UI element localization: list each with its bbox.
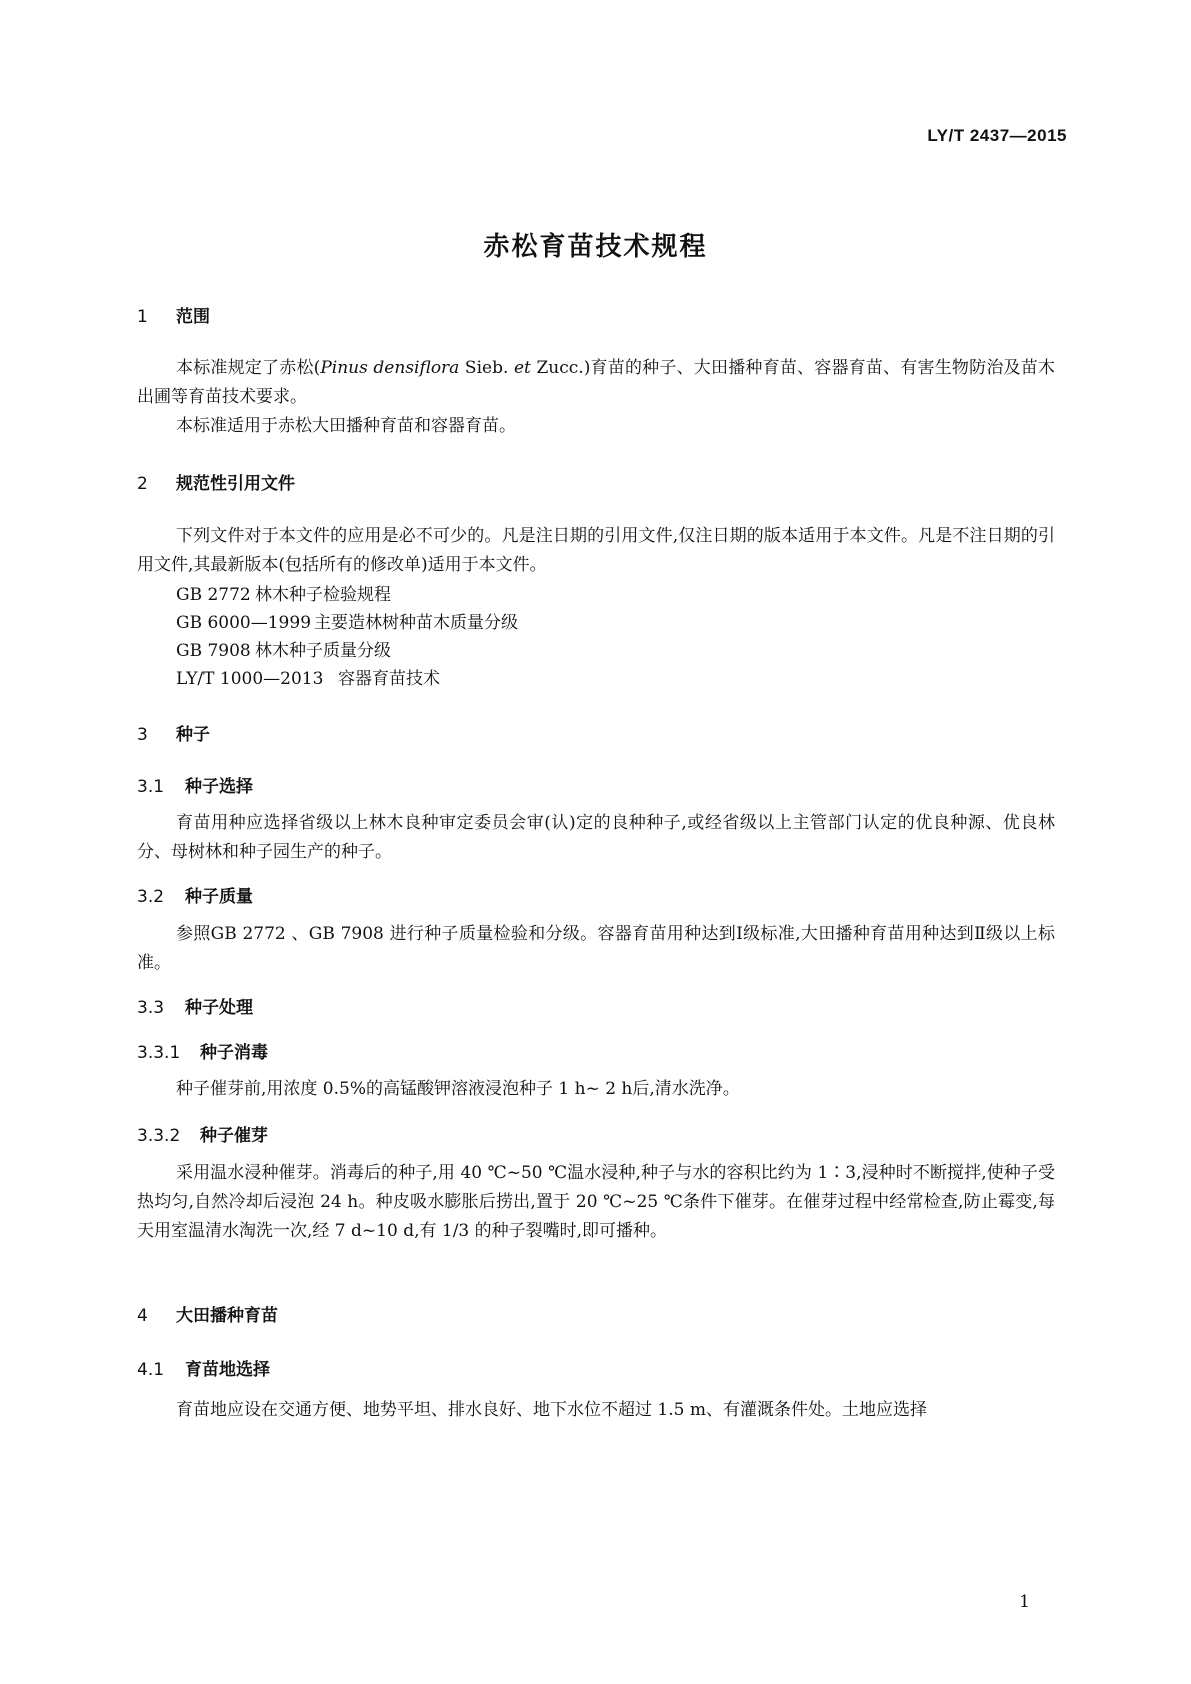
section-heading-2 — [137, 469, 295, 494]
reference-title: 容器育苗技术 — [338, 669, 440, 689]
reference-code: GB 6000—1999 — [176, 613, 312, 633]
latin-et: et — [513, 358, 531, 378]
paragraph-seed-selection: 育苗用种应选择省级以上林木良种审定委员会审(认)定的良种种子,或经省级以上主管部门认定的优良种源、优良林分、母树林和种子园生产的种子。 — [137, 813, 1055, 862]
section-title: 规范性引用文件 — [176, 474, 295, 494]
section-heading-1 — [137, 302, 210, 327]
section-title: 种子处理 — [185, 998, 253, 1018]
section-heading-3 — [137, 720, 210, 745]
reference-title: 主要造林树种苗木质量分级 — [314, 613, 518, 633]
section-heading-3-2 — [137, 882, 253, 907]
section-heading-3-3-1 — [137, 1038, 268, 1063]
page-number: 1 — [1019, 1592, 1030, 1612]
section-number: 3.3.1 — [137, 1043, 181, 1063]
section-number: 3.1 — [137, 777, 165, 797]
paragraph-scope-1 — [137, 354, 1055, 412]
paragraph-scope-2: 本标准适用于赤松大田播种育苗和容器育苗。 — [176, 416, 516, 436]
section-number: 4.1 — [137, 1360, 165, 1380]
section-title: 范围 — [176, 307, 210, 327]
reference-title: 林木种子检验规程 — [255, 585, 391, 605]
section-title: 种子质量 — [185, 887, 253, 907]
section-number: 3.2 — [137, 887, 165, 907]
section-heading-3-1 — [137, 772, 253, 797]
section-number: 3.3 — [137, 998, 165, 1018]
paragraph-references-intro: 下列文件对于本文件的应用是必不可少的。凡是注日期的引用文件,仅注日期的版本适用于本文件。凡是不注日期的引用文件,其最新版本(包括所有的修改单)适用于本文件。 — [137, 526, 1055, 575]
section-title: 种子 — [176, 725, 210, 745]
section-number: 1 — [137, 307, 148, 327]
paragraph-nursery-site: 育苗地应设在交通方便、地势平坦、排水良好、地下水位不超过 1.5 m、有灌溉条件处。土地应选择 — [176, 1400, 927, 1420]
section-title: 大田播种育苗 — [176, 1306, 278, 1326]
reference-title: 林木种子质量分级 — [255, 641, 391, 661]
paragraph-seed-germination: 采用温水浸种催芽。消毒后的种子,用 40 ℃~50 ℃温水浸种,种子与水的容积比约为 1∶3,浸种时不断搅拌,使种子受热均匀,自然冷却后浸泡 24 h。种皮吸水膨胀后捞出,置于 20 ℃~25 ℃条件下催芽。在催芽过程中经常检查,防止霉变,每天用室温清水淘洗一次,经 7 d~10 d,有 1/3 的种子裂嘴时,即可播种。 — [137, 1163, 1055, 1241]
paragraph-seed-quality: 参照GB 2772 、GB 7908 进行种子质量检验和分级。容器育苗用种达到Ⅰ级标准,大田播种育苗用种达到Ⅱ级以上标准。 — [137, 924, 1055, 973]
latin-name: Pinus densiflora — [320, 358, 460, 378]
text-run: Sieb. — [459, 358, 514, 378]
text-run: 本标准规定了赤松( — [176, 358, 321, 378]
section-title: 育苗地选择 — [185, 1360, 270, 1380]
section-number: 2 — [137, 474, 148, 494]
section-heading-3-3-2 — [137, 1121, 268, 1146]
reference-item — [176, 580, 391, 605]
section-number: 4 — [137, 1306, 148, 1326]
section-heading-3-3 — [137, 993, 253, 1018]
reference-item — [176, 608, 518, 633]
section-number: 3 — [137, 725, 148, 745]
section-number: 3.3.2 — [137, 1126, 181, 1146]
section-heading-4-1 — [137, 1355, 270, 1380]
reference-code: GB 7908 — [176, 641, 251, 661]
section-title: 种子选择 — [185, 777, 253, 797]
reference-code: GB 2772 — [176, 585, 251, 605]
standard-code: LY/T 2437—2015 — [927, 126, 1067, 145]
section-title: 种子催芽 — [200, 1126, 268, 1146]
reference-code: LY/T 1000—2013 — [176, 669, 324, 689]
reference-item — [176, 636, 391, 661]
document-title: 赤松育苗技术规程 — [483, 232, 708, 262]
reference-item — [176, 664, 440, 689]
section-title: 种子消毒 — [200, 1043, 268, 1063]
section-heading-4 — [137, 1301, 278, 1326]
paragraph-seed-disinfection: 种子催芽前,用浓度 0.5%的高锰酸钾溶液浸泡种子 1 h~ 2 h后,清水洗净。 — [176, 1079, 740, 1099]
text-run: Zucc.)育苗的种子、大田播种育苗、容器育苗、有害生物防治及苗木出圃等育苗技术要求。 — [137, 358, 1055, 407]
